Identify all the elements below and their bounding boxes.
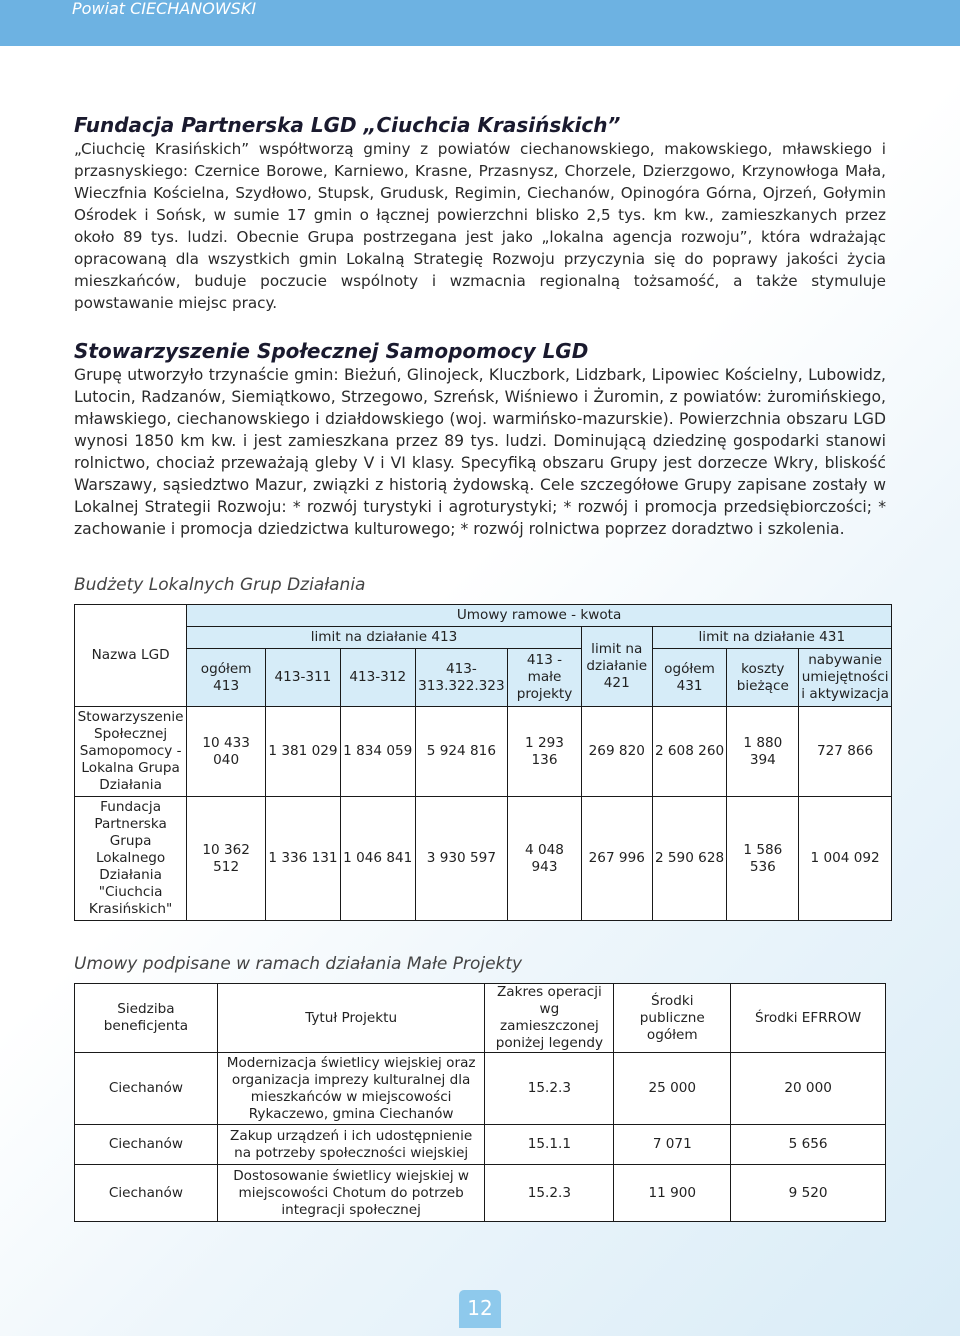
project-public: 11 900 [614, 1165, 731, 1222]
budget-header-name: Nazwa LGD [75, 605, 187, 707]
budget-cell: 1 004 092 [799, 797, 892, 921]
page-number: 12 [459, 1290, 501, 1328]
projects-header: Siedziba beneficjenta [75, 984, 218, 1053]
table-row [75, 1053, 886, 1125]
project-seat: Ciechanów [75, 1165, 218, 1222]
section1-title: Fundacja Partnerska LGD „Ciuchcia Krasińskich” [74, 113, 621, 137]
project-scope: 15.1.1 [485, 1125, 614, 1165]
project-public: 7 071 [614, 1125, 731, 1165]
budget-cell: 1 381 029 [266, 707, 341, 797]
project-public: 25 000 [614, 1053, 731, 1125]
budget-cell: 1 293 136 [508, 707, 582, 797]
project-scope: 15.2.3 [485, 1165, 614, 1222]
budget-header-421: limit na działanie 421 [581, 627, 652, 707]
project-title: Modernizacja świetlicy wiejskiej oraz organizacja imprezy kulturalnej dla mieszkańców w miejscowości Rykaczewo, gmina Ciechanów [217, 1053, 485, 1125]
budget-cell: 4 048 943 [508, 797, 582, 921]
budget-col-header: 413-312 [340, 649, 415, 707]
project-efrrow: 9 520 [731, 1165, 886, 1222]
budget-col-header: ogółem 413 [187, 649, 266, 707]
section2-title: Stowarzyszenie Społecznej Samopomocy LGD [74, 339, 589, 363]
project-efrrow: 20 000 [731, 1053, 886, 1125]
budget-cell: 269 820 [581, 707, 652, 797]
budget-cell: 5 924 816 [415, 707, 507, 797]
table-row [75, 707, 892, 797]
budget-cell: 1 046 841 [340, 797, 415, 921]
budget-header-431: limit na działanie 431 [652, 627, 891, 649]
budget-header-413: limit na działanie 413 [187, 627, 582, 649]
budget-cell: 1 586 536 [727, 797, 799, 921]
page-content [74, 112, 889, 1222]
project-seat: Ciechanów [75, 1125, 218, 1165]
table-row [75, 797, 892, 921]
budget-col-header: 413-313.322.323 [415, 649, 507, 707]
budget-col-header: 413-311 [266, 649, 341, 707]
budget-header-group: Umowy ramowe - kwota [187, 605, 892, 627]
projects-header: Zakres operacji wg zamieszczonej poniżej legendy [485, 984, 614, 1053]
section2 [74, 338, 886, 540]
budget-row-name: Fundacja Partnerska Grupa Lokalnego Działania "Ciuchcia Krasińskich" [75, 797, 187, 921]
budget-col-header: nabywanie umiejętności i aktywizacja [799, 649, 892, 707]
project-seat: Ciechanów [75, 1053, 218, 1125]
projects-header: Środki publiczne ogółem [614, 984, 731, 1053]
budget-caption: Budżety Lokalnych Grup Działania [74, 575, 366, 595]
budget-cell: 2 608 260 [652, 707, 727, 797]
budget-cell: 3 930 597 [415, 797, 507, 921]
budget-cell: 10 433 040 [187, 707, 266, 797]
budget-cell: 1 880 394 [727, 707, 799, 797]
table-row [75, 1165, 886, 1222]
budget-cell: 267 996 [581, 797, 652, 921]
projects-header: Środki EFRROW [731, 984, 886, 1053]
budget-col-header: ogółem 431 [652, 649, 727, 707]
budget-row-name: Stowarzyszenie Społecznej Samopomocy - Lokalna Grupa Działania [75, 707, 187, 797]
projects-header: Tytuł Projektu [217, 984, 485, 1053]
budget-cell: 727 866 [799, 707, 892, 797]
budget-col-header: 413 - małe projekty [508, 649, 582, 707]
header-bar [0, 0, 960, 46]
project-scope: 15.2.3 [485, 1053, 614, 1125]
budget-col-header: koszty bieżące [727, 649, 799, 707]
table-row [75, 1125, 886, 1165]
projects-table [74, 983, 886, 1222]
budget-cell: 1 336 131 [266, 797, 341, 921]
section2-body: Grupę utworzyło trzynaście gmin: Bieżuń, Glinojeck, Kluczbork, Lidzbark, Lipowiec Kościelny, Lubowidz, Lutocin, Radzanów, Siemiątkowo, Strzegowo, Szreńsk, Wiśniewo i Żuromin, z powiatów: żuromińskiego, mławskiego, ciechanowskiego i działdowskiego (woj. warmińsko-mazurskie). Powierzchnia obszaru LGD wynosi 1850 km kw. i jest zamieszkana przez 89 tys. ludzi. Dominującą dziedzinę gospodarki stanowi rolnictwo, chociaż przeważają gleby V i VI klasy. Specyfiką obszaru Grupy jest dorzecze Wkry, bliskość Warszawy, sąsiedztwo Mazur, związki z historią żydowską. Cele szczegółowe Grupy zapisane zostały w Lokalnej Strategii Rozwoju: * rozwój turystyki i agroturystyki; * rozwój i promocja przedsiębiorczości; * zachowanie i promocja dziedzictwa kulturowego; * rozwój rolnictwa poprzez doradztwo i szkolenia. [74, 366, 886, 538]
section1-body: „Ciuchcię Krasińskich” współtworzą gminy z powiatów ciechanowskiego, makowskiego, mławskiego i przasnyskiego: Czernice Borowe, Karniewo, Krasne, Przasnysz, Chorzele, Dzierzgowo, Krzynowłoga Mała, Wieczfnia Kościelna, Szydłowo, Stupsk, Grudusk, Regimin, Ciechanów, Opinogóra Górna, Ojrzeń, Gołymin Ośrodek i Sońsk, w sumie 17 gmin o łącznej powierzchni blisko 2,5 tys. km kw., zamieszkanych przez około 89 tys. ludzi. Obecnie Grupa postrzegana jest jako „lokalna agencja rozwoju”, która wdrażając opracowaną dla wszystkich gmin Lokalną Strategię Rozwoju przyczynia się do poprawy jakości życia mieszkańców, buduje poczucie wspólnoty i wzmacnia regionalną tożsamość, a także stymuluje powstawanie miejsc pracy. [74, 140, 886, 312]
project-title: Dostosowanie świetlicy wiejskiej w miejscowości Chotum do potrzeb integracji społecznej [217, 1165, 485, 1222]
project-efrrow: 5 656 [731, 1125, 886, 1165]
project-title: Zakup urządzeń i ich udostępnienie na potrzeby społeczności wiejskiej [217, 1125, 485, 1165]
budget-cell: 1 834 059 [340, 707, 415, 797]
budget-cell: 2 590 628 [652, 797, 727, 921]
projects-caption: Umowy podpisane w ramach działania Małe Projekty [74, 954, 523, 974]
budget-cell: 10 362 512 [187, 797, 266, 921]
header-title: Powiat CIECHANOWSKI [72, 0, 257, 18]
budget-table [74, 604, 892, 921]
